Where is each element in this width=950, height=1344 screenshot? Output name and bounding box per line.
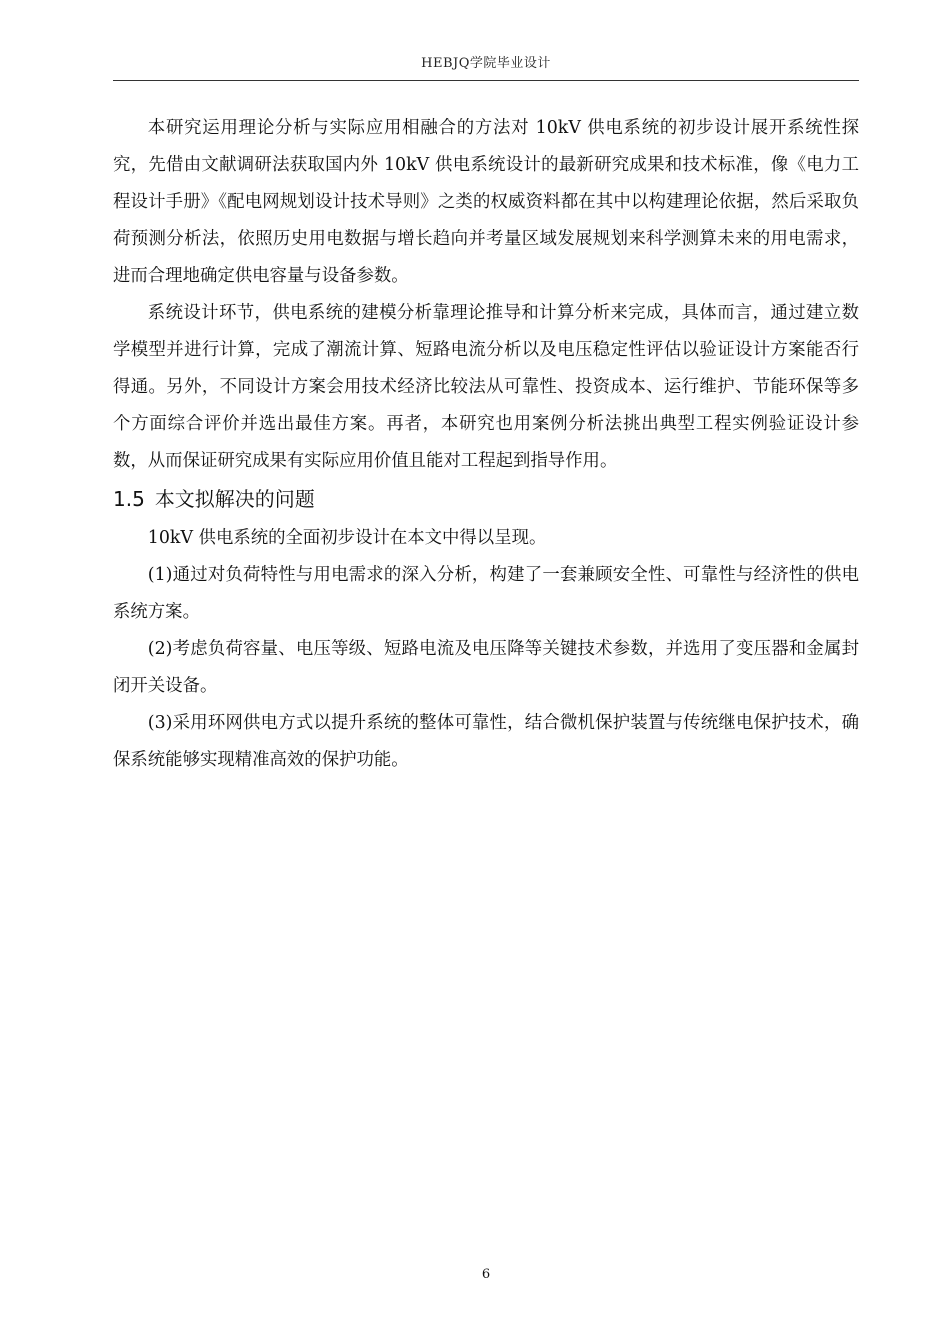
body-paragraph-methods: 本研究运用理论分析与实际应用相融合的方法对 10kV 供电系统的初步设计展开系统性探究，先借由文献调研法获取国内外 10kV 供电系统设计的最新研究成果和技术标准，像《电力工程设计手册》《配电网规划设计技术导则》之类的权威资料都在其中以构建理论依据，然后采取负荷预测分析法，依照历史用电数据与增长趋向并考量区域发展规划来科学测算未来的用电需求，进而合理地确定供电容量与设备参数。 [113, 118, 859, 286]
body-paragraph-intro: 10kV 供电系统的全面初步设计在本文中得以呈现。 [147, 528, 547, 548]
list-item-3: (3)采用环网供电方式以提升系统的整体可靠性，结合微机保护装置与传统继电保护技术，确保系统能够实现精准高效的保护功能。 [113, 713, 859, 770]
body-paragraph-design: 系统设计环节，供电系统的建模分析靠理论推导和计算分析来完成，具体而言，通过建立数学模型并进行计算，完成了潮流计算、短路电流分析以及电压稳定性评估以验证设计方案能否行得通。另外，不同设计方案会用技术经济比较法从可靠性、投资成本、运行维护、节能环保等多个方面综合评价并选出最佳方案。再者，本研究也用案例分析法挑出典型工程实例验证设计参数，从而保证研究成果有实际应用价值且能对工程起到指导作用。 [113, 303, 859, 471]
page-body [113, 110, 859, 779]
header-divider [113, 80, 859, 81]
page-number: 6 [481, 1267, 491, 1282]
list-item-1: (1)通过对负荷特性与用电需求的深入分析，构建了一套兼顾安全性、可靠性与经济性的供电系统方案。 [113, 565, 859, 622]
section-title: 本文拟解决的问题 [154, 487, 315, 511]
section-heading [113, 482, 859, 516]
section-number: 1.5 [113, 487, 145, 511]
running-header: HEBJQ学院毕业设计 [421, 56, 551, 71]
list-item-2: (2)考虑负荷容量、电压等级、短路电流及电压降等关键技术参数，并选用了变压器和金属封闭开关设备。 [113, 639, 859, 696]
